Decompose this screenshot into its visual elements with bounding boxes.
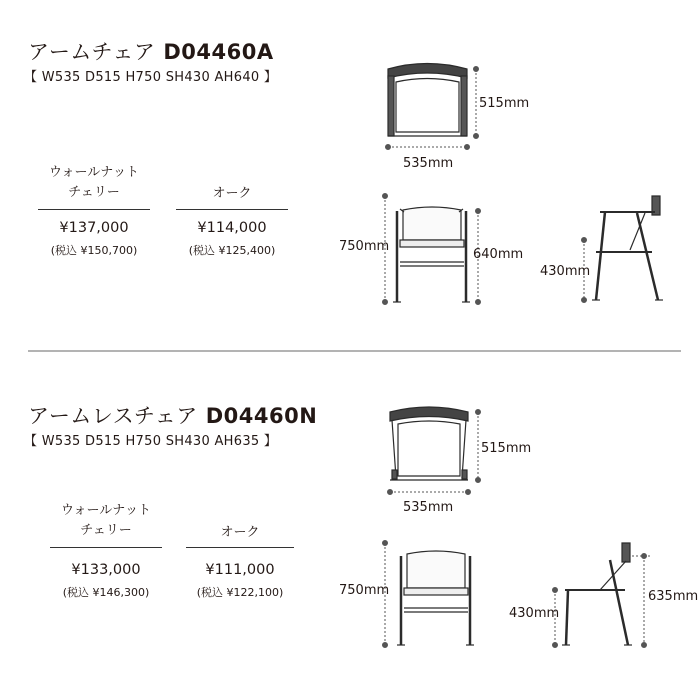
finish-label-line: チェリー — [80, 523, 132, 538]
depth-dimension: 515mm — [481, 441, 532, 456]
product-name: アームチェア — [28, 40, 156, 64]
finish-label-walnut-cherry — [38, 163, 150, 203]
seat-height-dimension: 430mm — [540, 264, 591, 279]
price: ¥133,000 — [71, 562, 141, 578]
finish-label-line: ウォールナット — [61, 503, 151, 518]
seat-height-dimension: 430mm — [509, 606, 560, 621]
tax-inclusive-price: (税込 ¥125,400) — [188, 244, 276, 257]
armless-chair-side-view — [562, 543, 632, 645]
finish-label-line: ウォールナット — [49, 165, 139, 180]
price: ¥114,000 — [197, 220, 267, 236]
tax-inclusive-price: (税込 ¥122,100) — [196, 586, 284, 599]
armless-chair-top-view — [390, 407, 468, 480]
section-divider — [28, 350, 681, 352]
height-dimension: 750mm — [339, 239, 390, 254]
armchair-top-view — [388, 64, 467, 137]
finish-label-line: チェリー — [68, 185, 120, 200]
product-dimensions: 【 W535 D515 H750 SH430 AH640 】 — [24, 70, 278, 85]
finish-underline — [50, 547, 162, 548]
finish-label-oak — [176, 184, 288, 204]
height-dimension: 750mm — [339, 583, 390, 598]
product-code: D04460A — [163, 40, 274, 64]
tax-inclusive-price: (税込 ¥150,700) — [50, 244, 138, 257]
depth-dimension: 515mm — [479, 96, 530, 111]
armchair-front-view — [393, 207, 470, 302]
finish-underline — [176, 209, 288, 210]
product-title — [28, 36, 274, 66]
width-dimension: 535mm — [403, 500, 454, 515]
finish-label-oak — [186, 523, 294, 543]
armchair-side-view — [592, 196, 663, 300]
finish-label-line: オーク — [212, 186, 252, 201]
finish-underline — [38, 209, 150, 210]
product-code: D04460N — [205, 404, 318, 428]
finish-underline — [186, 547, 294, 548]
finish-label-line: オーク — [220, 525, 260, 540]
product-name: アームレスチェア — [28, 404, 198, 428]
price: ¥137,000 — [59, 220, 129, 236]
tax-inclusive-price: (税込 ¥146,300) — [62, 586, 150, 599]
product-title — [28, 400, 317, 430]
arm-height-dimension: 640mm — [473, 247, 524, 262]
product-dimensions: 【 W535 D515 H750 SH430 AH635 】 — [24, 434, 278, 449]
price: ¥111,000 — [205, 562, 275, 578]
finish-label-walnut-cherry — [50, 501, 162, 541]
arm-height-dimension: 635mm — [648, 589, 699, 604]
width-dimension: 535mm — [403, 156, 454, 171]
armless-chair-front-view — [397, 551, 474, 645]
